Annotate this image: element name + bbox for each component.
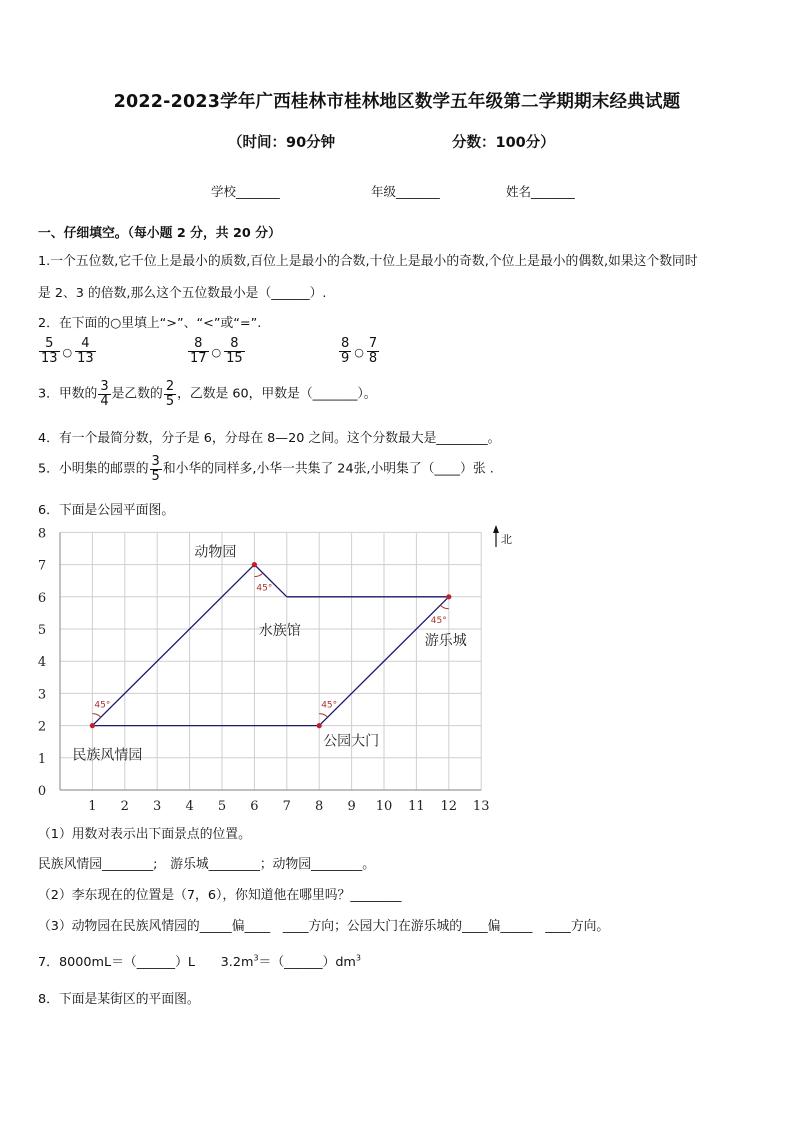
q1-line1: 1.一个五位数,它千位上是最小的质数,百位上是最小的合数,十位上是最小的奇数,个位上是最小的偶数,如果这个数同时 <box>38 254 698 269</box>
fraction: $\frac{7}{8}$ <box>368 336 378 366</box>
angle-label: 45° <box>430 615 447 626</box>
y-tick-label: 6 <box>37 590 47 606</box>
compare-circle: ○ <box>354 345 364 359</box>
label-youlecheng: 游乐城 <box>424 632 467 649</box>
x-tick-label: 1 <box>88 799 97 814</box>
name-field: 姓名_______ <box>506 184 575 199</box>
fraction: $\frac{4}{13}$ <box>77 336 94 366</box>
q5-text: 5．小明集的邮票的 $\frac{3}{5}$ 和小华的同样多,小华一共集了 24张,小明集了（____）张 . <box>38 454 494 484</box>
q6-sub3: （3）动物园在民族风情园的_____偏____ ____方向；公园大门在游乐城的____偏_____ ____方向。 <box>38 919 610 934</box>
exam-score: 分数：100分） <box>452 135 555 151</box>
north-arrow-icon <box>493 525 499 533</box>
angle-arc <box>440 605 448 609</box>
fraction: $\frac{8}{17}$ <box>190 336 207 366</box>
q1-line2: 是 2、3 的倍数,那么这个五位数最小是（______）. <box>38 286 327 301</box>
map-point <box>252 562 257 567</box>
x-tick-label: 7 <box>282 799 291 814</box>
north-label: 北 <box>501 533 512 546</box>
y-tick-label: 1 <box>37 751 47 767</box>
y-tick-label: 2 <box>37 719 47 735</box>
angle-arc <box>92 714 100 718</box>
y-tick-label: 3 <box>37 687 47 703</box>
label-dongwuyuan: 动物园 <box>194 544 237 561</box>
q3-text: 3．甲数的 $\frac{3}{4}$ 是乙数的 $\frac{2}{5}$ ，乙数是 60，甲数是（_______）。 <box>38 379 377 409</box>
label-minzu-fengqingyuan: 民族风情园 <box>72 747 143 764</box>
q8-text: 8．下面是某街区的平面图。 <box>38 992 200 1007</box>
map-point <box>90 723 95 728</box>
y-tick-label: 7 <box>37 558 47 574</box>
page-title: 2022-2023学年广西桂林市桂林地区数学五年级第二学期期末经典试题 <box>113 92 681 112</box>
fraction: $\frac{3}{5}$ <box>151 454 160 484</box>
q2-item-3 <box>338 337 380 365</box>
fraction: $\frac{5}{13}$ <box>41 336 58 366</box>
q2-text: 2．在下面的○里填上“>”、“<”或“=”. <box>38 316 262 331</box>
q6-sub2: （2）李东现在的位置是（7，6），你知道他在哪里吗？________ <box>38 888 402 903</box>
x-tick-label: 10 <box>375 799 393 814</box>
fraction: $\frac{8}{15}$ <box>226 336 243 366</box>
angle-arc <box>319 714 327 718</box>
q6-sub1-answers: 民族风情园________; 游乐城________；动物园________。 <box>38 857 376 872</box>
angle-arc <box>254 573 262 577</box>
angle-label: 45° <box>94 700 111 711</box>
fraction: $\frac{8}{9}$ <box>341 336 350 366</box>
y-tick-label: 0 <box>37 784 47 799</box>
label-gongyuan-damen: 公园大门 <box>323 733 380 750</box>
x-tick-label: 4 <box>185 799 194 814</box>
x-tick-label: 9 <box>347 799 356 814</box>
x-tick-label: 2 <box>120 799 129 814</box>
y-tick-label: 4 <box>37 655 47 671</box>
q2-item-2 <box>187 337 246 365</box>
fraction: $\frac{2}{5}$ <box>165 379 175 409</box>
x-tick-label: 11 <box>408 799 425 814</box>
q6-sub1: （1）用数对表示出下面景点的位置。 <box>38 827 251 842</box>
x-tick-label: 6 <box>250 799 259 814</box>
q2-item-1 <box>38 337 97 365</box>
map-point <box>317 723 322 728</box>
x-tick-label: 5 <box>217 799 227 814</box>
x-tick-label: 13 <box>472 799 490 814</box>
x-tick-label: 12 <box>440 799 458 814</box>
park-map-svg <box>28 520 512 815</box>
x-tick-label: 8 <box>315 799 324 814</box>
q4-text: 4．有一个最简分数，分子是 6，分母在 8—20 之间。这个分数最大是________。 <box>38 431 501 446</box>
angle-label: 45° <box>321 700 338 711</box>
exam-time: （时间：90分钟 <box>228 135 336 151</box>
x-tick-label: 3 <box>153 799 162 814</box>
fraction: $\frac{3}{4}$ <box>100 379 109 409</box>
q6-text: 6．下面是公园平面图。 <box>38 503 175 518</box>
y-tick-label: 5 <box>37 623 47 638</box>
school-field: 学校_______ <box>211 184 280 199</box>
park-map-chart <box>28 520 512 815</box>
section-heading: 一、仔细填空。（每小题 2 分，共 20 分） <box>38 226 281 241</box>
q7-text: 7．8000mL＝（______）L $3.2m^3=(\_\_\_\_\_\_)dm^3$ <box>38 953 361 970</box>
label-shuizuguan: 水族馆 <box>258 622 301 639</box>
map-point <box>446 594 451 599</box>
angle-label: 45° <box>256 583 273 594</box>
y-tick-label: 8 <box>37 526 47 542</box>
grade-field: 年级_______ <box>371 184 440 199</box>
compare-circle: ○ <box>62 345 73 359</box>
route-segment <box>92 565 254 726</box>
compare-circle: ○ <box>211 345 222 359</box>
